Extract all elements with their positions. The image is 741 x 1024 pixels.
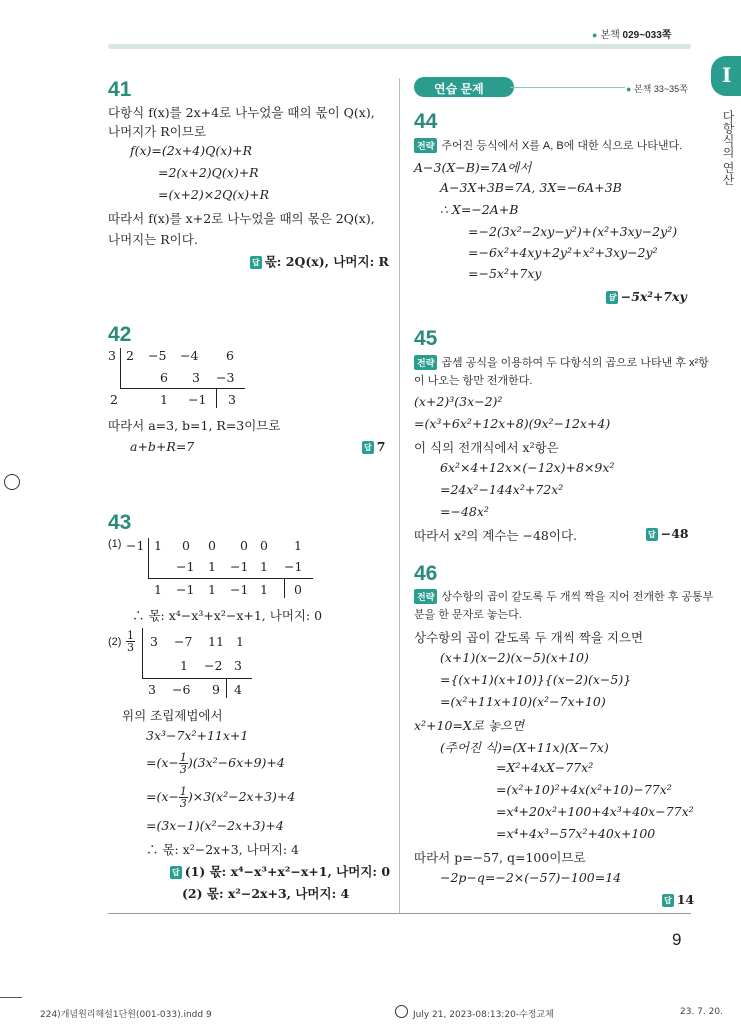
- p46-line11: 따라서 p=−57, q=100이므로: [414, 850, 586, 865]
- p46-line8: =(x²+10)²+4x(x²+10)−77x²: [496, 782, 672, 797]
- p46-strategy-text: 상수항의 곱이 같도록 두 개씩 짝을 지어 전개한 후 공통부: [441, 591, 714, 603]
- frac-num: 1: [179, 751, 187, 764]
- cell: 1: [180, 658, 188, 673]
- p45-strategy1: [414, 354, 709, 370]
- p44-line1: A−3(X−B)=7A에서: [414, 160, 532, 175]
- cell: −6: [172, 682, 191, 697]
- p46-line4: =(x²+11x+10)(x²−7x+10): [440, 694, 606, 709]
- p45-strategy-text: 곱셈 공식을 이용하여 두 다항식의 곱으로 나타낸 후 x²항: [441, 357, 709, 369]
- problem-41-number: 41: [108, 78, 132, 101]
- frac-den: 3: [179, 763, 187, 776]
- expr-part: )(3x²−6x+9)+4: [187, 755, 285, 770]
- problem-42-number: 42: [108, 323, 132, 346]
- strategy-badge: 전략: [414, 589, 437, 604]
- p41-answer: [250, 252, 389, 270]
- p46-answer-text: 14: [676, 892, 695, 907]
- p45-answer-text: −48: [660, 526, 689, 541]
- divisor: 3: [108, 348, 116, 363]
- p44-line6: =−5x²+7xy: [468, 266, 542, 281]
- p41-line4: =2(x+2)Q(x)+R: [158, 165, 259, 180]
- p43-line1: 위의 조립제법에서: [122, 708, 223, 723]
- p41-line5: =(x+2)×2Q(x)+R: [158, 187, 270, 202]
- problem-43-number: 43: [108, 511, 132, 534]
- p46-line12: −2p−q=−2×(−57)−100=14: [440, 870, 622, 885]
- cell: 1: [208, 582, 216, 597]
- problem-44-number: 44: [414, 110, 438, 133]
- p45-line2: =(x³+6x²+12x+8)(9x²−12x+4): [414, 416, 611, 431]
- p43-conclusion1: ∴ 몫: x⁴−x³+x²−x+1, 나머지: 0: [132, 608, 323, 623]
- p42-answer: [362, 439, 385, 454]
- remainder: 0: [294, 582, 302, 597]
- practice-ref-text: 본책 33~35쪽: [633, 84, 688, 94]
- p42-line2: a+b+R=7: [130, 439, 195, 454]
- cell: −3: [216, 370, 235, 385]
- chapter-roman: Ⅰ: [722, 63, 732, 87]
- part-label: (2): [108, 636, 122, 648]
- frac-den: 3: [127, 641, 134, 654]
- p41-line2: 나머지가 R이므로: [108, 124, 206, 139]
- crop-mark: [0, 997, 22, 998]
- bullet-icon: ●: [626, 84, 632, 94]
- p44-answer-text: −5x²+7xy: [620, 289, 687, 304]
- cell: 1: [154, 582, 162, 597]
- cell: 0: [240, 538, 248, 553]
- expr-part: =(x−: [146, 755, 179, 770]
- p45-strategy2: 이 나오는 항만 전개한다.: [414, 375, 533, 387]
- practice-line: [510, 87, 625, 88]
- footer-stamp: July 21, 2023-08:13:20-수정교체: [413, 1010, 554, 1020]
- p45-line7: 따라서 x²의 계수는 −48이다.: [414, 528, 578, 543]
- p43-line3: [146, 752, 285, 775]
- p46-strategy1: [414, 588, 713, 604]
- p44-line5: =−6x²+4xy+2y²+x²+3xy−2y²: [468, 245, 658, 260]
- cell: 1: [160, 392, 168, 407]
- cell: 1: [260, 559, 268, 574]
- p44-line3: ∴ X=−2A+B: [440, 202, 519, 217]
- practice-label-text: 연습 문제: [434, 82, 484, 96]
- problem-45-number: 45: [414, 327, 438, 350]
- p45-line3: 이 식의 전개식에서 x²항은: [414, 440, 559, 455]
- synthetic-division-43-1: [108, 538, 318, 602]
- cell: 0: [182, 538, 190, 553]
- cell: −5: [148, 348, 167, 363]
- cell: −1: [176, 582, 195, 597]
- answer-badge: 답: [648, 530, 656, 539]
- cell: −1: [230, 559, 249, 574]
- cell: 3: [234, 658, 242, 673]
- p45-answer: [646, 526, 689, 541]
- frac-num: 1: [179, 785, 187, 798]
- column-divider: [399, 78, 400, 913]
- remainder: 4: [234, 682, 242, 697]
- bottom-rule: [108, 913, 691, 914]
- practice-label: [414, 77, 514, 97]
- footer-date: 23. 7. 20.: [680, 1007, 723, 1017]
- cell: 6: [160, 370, 168, 385]
- cell: −1: [188, 392, 207, 407]
- p43-answer1: [170, 862, 390, 880]
- cell: 0: [260, 538, 268, 553]
- bullet-icon: ●: [592, 30, 598, 40]
- header-page-ref: [592, 26, 674, 41]
- cell: 2: [110, 392, 118, 407]
- p46-line7: =X²+4xX−77x²: [496, 760, 594, 775]
- p43-answer2: (2) 몫: x²−2x+3, 나머지: 4: [182, 886, 350, 901]
- expr-part: =(x−: [146, 789, 179, 804]
- p44-answer: [606, 289, 687, 304]
- registration-mark-icon: [4, 474, 20, 490]
- p44-line2: A−3X+3B=7A, 3X=−6A+3B: [440, 180, 622, 195]
- cell: 1: [208, 559, 216, 574]
- p46-line10: =x⁴+4x³−57x²+40x+100: [496, 826, 656, 841]
- p44-strategy-text: 주어진 등식에서 X를 A, B에 대한 식으로 나타낸다.: [441, 140, 683, 152]
- cell: 1: [154, 538, 162, 553]
- p46-strategy2: 분을 한 문자로 놓는다.: [414, 609, 522, 621]
- cell: 3: [148, 682, 156, 697]
- synthetic-division-43-2: [108, 628, 268, 700]
- frac-den: 3: [179, 797, 187, 810]
- p41-line1: 다항식 f(x)를 2x+4로 나누었을 때의 몫이 Q(x),: [108, 105, 375, 120]
- cell: −1: [176, 559, 195, 574]
- p43-line5: =(3x−1)(x²−2x+3)+4: [146, 818, 284, 833]
- p43-line6: ∴ 몫: x²−2x+3, 나머지: 4: [146, 842, 300, 857]
- strategy-badge: 전략: [414, 355, 437, 370]
- cell: 6: [226, 348, 234, 363]
- p45-line5: =24x²−144x²+72x²: [440, 482, 564, 497]
- cell: 3: [150, 634, 158, 649]
- header-label: 본책: [600, 30, 620, 41]
- cell: −1: [284, 559, 303, 574]
- cell: −2: [204, 658, 223, 673]
- p44-strategy: [414, 137, 682, 153]
- divisor: −1: [126, 538, 145, 553]
- footer-file: 224)개념원리해설1단원(001-033).indd 9: [40, 1010, 212, 1020]
- p46-line9: =x⁴+20x²+100+4x³+40x−77x²: [496, 804, 694, 819]
- answer-badge: 답: [664, 896, 672, 905]
- p45-line4: 6x²×4+12x×(−12x)+8×9x²: [440, 460, 615, 475]
- p46-line1: 상수항의 곱이 같도록 두 개씩 짝을 지으면: [414, 630, 644, 645]
- p43-answer1-text: (1) 몫: x⁴−x³+x²−x+1, 나머지: 0: [184, 864, 391, 879]
- practice-ref: [626, 82, 688, 95]
- fraction: [179, 752, 188, 775]
- p46-answer: [662, 892, 694, 907]
- p41-line3: f(x)=(2x+4)Q(x)+R: [130, 143, 253, 158]
- problem-46-number: 46: [414, 562, 438, 585]
- p41-answer-text: 몫: 2Q(x), 나머지: R: [264, 254, 389, 269]
- p44-line4: =−2(3x²−2xy−y²)+(x²+3xy−2y²): [468, 224, 678, 239]
- strategy-badge: 전략: [414, 138, 437, 153]
- frac-num: 1: [127, 629, 134, 642]
- cell: 3: [192, 370, 200, 385]
- p46-line3: ={(x+1)(x+10)}{(x−2)(x−5)}: [440, 672, 632, 687]
- expr-part: )×3(x²−2x+3)+4: [187, 789, 296, 804]
- registration-mark-icon: [395, 1005, 408, 1018]
- p42-answer-text: 7: [376, 439, 386, 454]
- answer-badge: 답: [364, 443, 372, 452]
- synthetic-division-42: [108, 348, 248, 410]
- cell: −1: [230, 582, 249, 597]
- p46-line2: (x+1)(x−2)(x−5)(x+10): [440, 650, 589, 665]
- cell: 1: [236, 634, 244, 649]
- p41-line6: 따라서 f(x)를 x+2로 나누었을 때의 몫은 2Q(x),: [108, 211, 375, 226]
- answer-badge: 답: [608, 293, 616, 302]
- header-pages: 029~033쪽: [622, 30, 672, 41]
- cell: 9: [212, 682, 220, 697]
- p45-line6: =−48x²: [440, 504, 489, 519]
- answer-badge: 답: [252, 258, 260, 267]
- cell: 1: [260, 582, 268, 597]
- answer-badge: 답: [172, 868, 180, 877]
- chapter-tab: [711, 56, 741, 96]
- header-bar: [108, 44, 691, 49]
- chapter-title: 다항식의 연산: [721, 110, 735, 186]
- divisor-fraction: [126, 630, 135, 653]
- fraction: [179, 786, 188, 809]
- p43-line2: 3x³−7x²+11x+1: [146, 728, 249, 743]
- page-number: 9: [672, 930, 682, 949]
- cell: −4: [180, 348, 199, 363]
- p41-line7: 나머지는 R이다.: [108, 232, 198, 247]
- p45-line1: (x+2)³(3x−2)²: [414, 394, 503, 409]
- cell: 11: [208, 634, 224, 649]
- cell: 2: [126, 348, 134, 363]
- cell: −7: [174, 634, 193, 649]
- p46-line6: (주어진 식)=(X+11x)(X−7x): [440, 740, 609, 755]
- cell: 0: [208, 538, 216, 553]
- p42-line1: 따라서 a=3, b=1, R=3이므로: [108, 418, 281, 433]
- part-label: (1): [108, 538, 122, 550]
- p46-line5: x²+10=X로 놓으면: [414, 718, 525, 733]
- cell: 1: [294, 538, 302, 553]
- p43-line4: [146, 786, 295, 809]
- remainder: 3: [228, 392, 236, 407]
